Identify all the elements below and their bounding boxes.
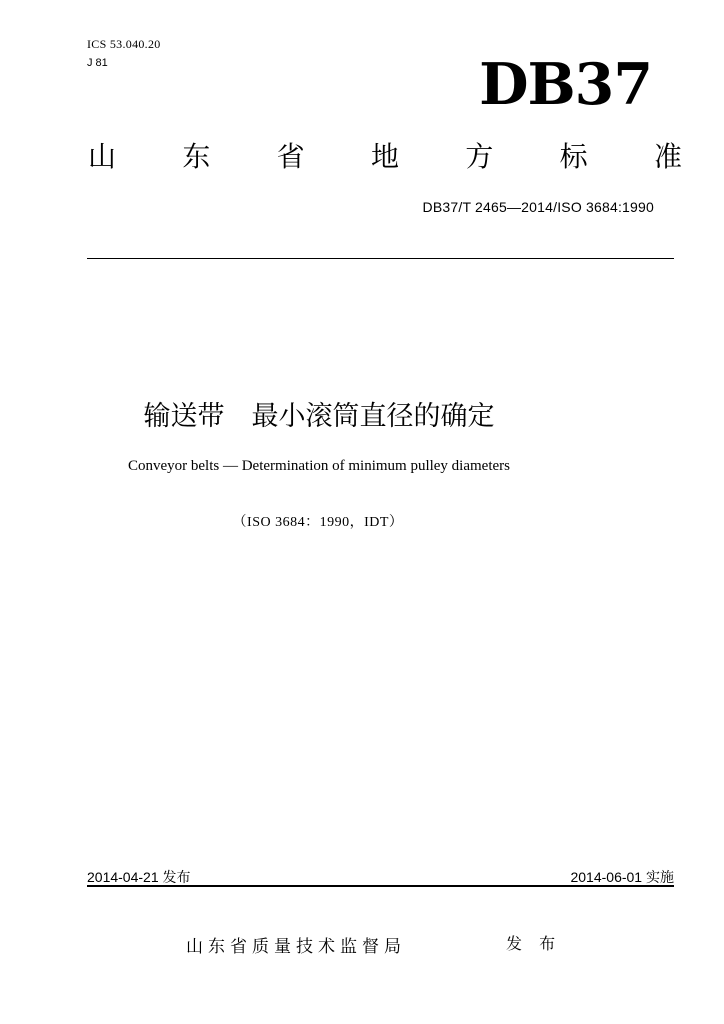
standard-type-char: 准	[653, 140, 682, 173]
standard-type	[88, 140, 682, 173]
db-mark: DB37	[479, 51, 652, 118]
standard-type-char: 地	[370, 140, 399, 173]
standard-type-char: 标	[559, 140, 588, 173]
implementation-date: 2014-06-01 实施	[570, 869, 674, 885]
header-divider	[87, 258, 674, 259]
standard-type-char: 省	[276, 140, 305, 173]
publish-label: 发 布	[506, 934, 562, 953]
standard-number: DB37/T 2465—2014/ISO 3684:1990	[422, 199, 654, 215]
standard-type-char: 山	[88, 140, 117, 173]
adoption-note: （ISO 3684：1990，IDT）	[232, 515, 404, 530]
publisher: 山东省质量技术监督局	[186, 937, 406, 957]
standard-type-char: 东	[182, 140, 211, 173]
issue-date: 2014-04-21 发布	[87, 869, 191, 885]
title-english: Conveyor belts — Determination of minimum pulley diameters	[127, 458, 510, 474]
footer-divider	[87, 885, 674, 887]
title-chinese: 输送带 最小滚筒直径的确定	[143, 401, 495, 432]
classification-code: J 81	[87, 57, 108, 69]
ics-code: ICS 53.040.20	[87, 37, 161, 51]
standard-type-char: 方	[465, 140, 494, 173]
